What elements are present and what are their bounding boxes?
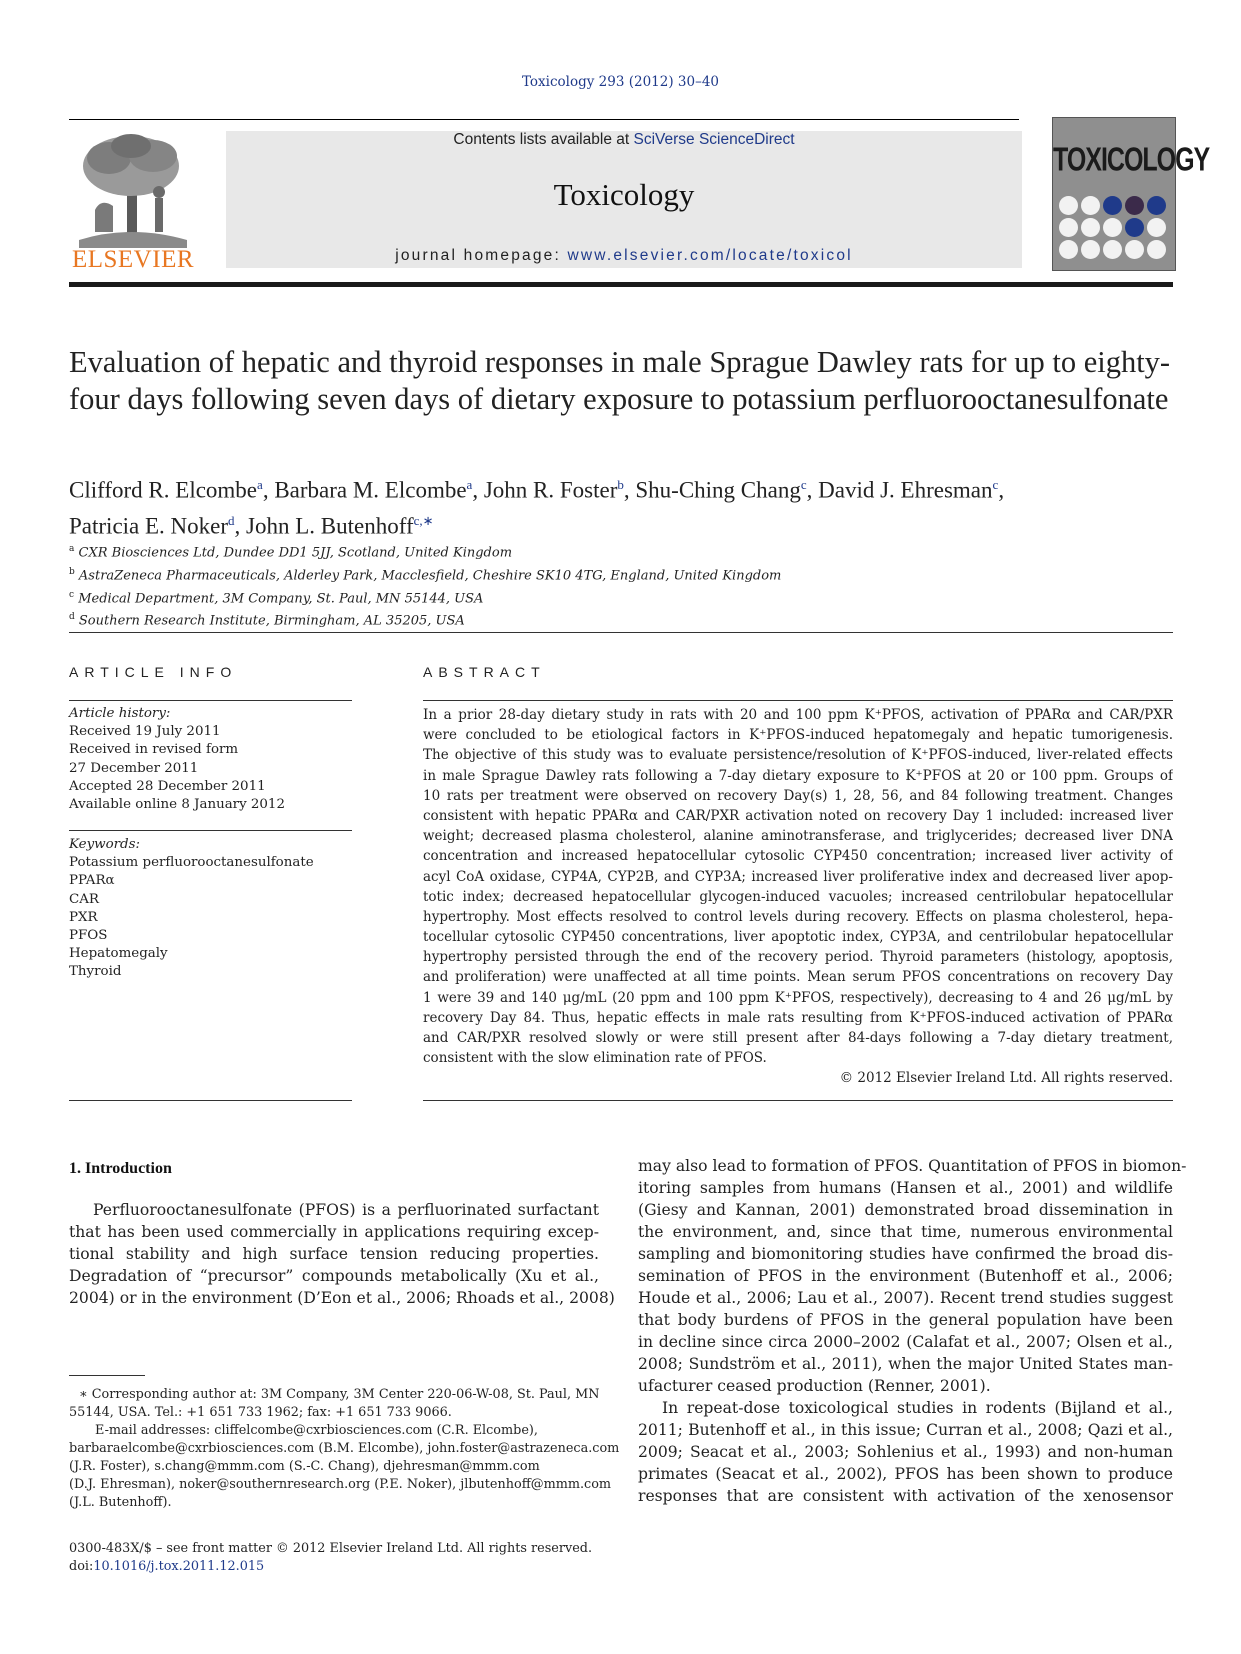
author-affil-marker[interactable]: c,∗ bbox=[413, 512, 434, 528]
sciencedirect-link[interactable]: SciVerse ScienceDirect bbox=[633, 131, 795, 148]
keyword-item: Hepatomegaly bbox=[69, 946, 168, 962]
header-rule bbox=[69, 119, 1019, 120]
keyword-item: PFOS bbox=[69, 928, 108, 944]
history-item: Accepted 28 December 2011 bbox=[69, 778, 266, 794]
footnote-email-line[interactable]: barbaraelcombe@cxrbiosciences.com (B.M. Elcombe), john.foster@astrazeneca.com bbox=[69, 1441, 620, 1456]
author-affil-marker[interactable]: b bbox=[617, 477, 624, 492]
journal-homepage bbox=[226, 247, 1022, 265]
author-name: John L. Butenhoff bbox=[246, 513, 414, 539]
front-matter bbox=[69, 1540, 669, 1576]
abstract-line: consistent with the slow elimination rate of PFOS. bbox=[423, 1050, 767, 1067]
author-name: Clifford R. Elcombe bbox=[69, 477, 258, 503]
footnote-email-line[interactable]: (D.J. Ehresman), noker@southernresearch.org (P.E. Noker), jlbutenhoff@mmm.com bbox=[69, 1477, 612, 1492]
article-info-heading: ARTICLE INFO bbox=[69, 664, 238, 680]
body-line: primates (Seacat et al., 2002), PFOS has been shown to produce bbox=[638, 1465, 1173, 1483]
abstract-line: hypertrophy persisted through the end of the recovery period. Thyroid parameters (histology, apoptosis, bbox=[423, 949, 1173, 966]
footnote-line: (J.L. Butenhoff). bbox=[69, 1495, 172, 1510]
contents-line bbox=[226, 131, 1022, 149]
abstract-line: tocellular cytosolic CYP450 concentrations, liver apoptotic index, CYP3A, and centrilobular hepatocellular bbox=[423, 929, 1173, 946]
body-line: that body burdens of PFOS in the general population have been bbox=[638, 1311, 1173, 1329]
history-item: Received in revised form bbox=[69, 742, 239, 758]
affiliations-rule bbox=[69, 632, 1173, 633]
history-item: 27 December 2011 bbox=[69, 760, 199, 776]
author-name: John R. Foster bbox=[483, 477, 618, 503]
abstract-line: and CAR/PXR resolved slowly or were still present after 84-days following a 7-day dietary treatment, bbox=[423, 1030, 1173, 1046]
abstract-heading: ABSTRACT bbox=[423, 664, 546, 680]
body-line: Houde et al., 2006; Lau et al., 2007). Recent trend studies suggest bbox=[638, 1289, 1173, 1307]
body-line: semination of PFOS in the environment (Butenhoff et al., 2006; bbox=[638, 1267, 1173, 1285]
body-line: itoring samples from humans (Hansen et al., 2001) and wildlife bbox=[638, 1179, 1173, 1197]
history-item: Available online 8 January 2012 bbox=[69, 797, 285, 813]
article-history bbox=[69, 705, 352, 814]
author-name: David J. Ehresman bbox=[818, 477, 993, 503]
author-list: Clifford R. Elcombe$^a$, Barbara M. Elcombe$^a$, John R. Foster$^b$, Shu-Ching Chang$^c$, David J. Ehresman$^c$, Patricia E. Noker$^d$, John L. Butenhoff$^{c,∗}$ bbox=[69, 477, 1005, 539]
author-affil-marker[interactable]: a bbox=[257, 477, 263, 492]
elsevier-logo bbox=[69, 128, 197, 274]
abstract-line: totic index; decreased hepatocellular glycogen-induced vacuoles; increased centrilobular hepatocellular bbox=[423, 888, 1173, 905]
history-item: Received 19 July 2011 bbox=[69, 724, 221, 740]
affiliation-item: $^c$ Medical Department, 3M Company, St. Paul, MN 55144, USA bbox=[69, 589, 484, 606]
history-label: Article history: bbox=[69, 706, 171, 721]
journal-cover[interactable] bbox=[1052, 117, 1210, 271]
elsevier-tree-icon bbox=[69, 128, 197, 248]
abstract-line: 1 were 39 and 140 μg/mL (20 ppm and 100 ppm K⁺PFOS, respectively), decreasing to 4 and 26 μg/mL by bbox=[423, 989, 1173, 1006]
abstract-line: and proliferation) were unaffected at all time points. Mean serum PFOS concentrations on recovery Day bbox=[423, 969, 1173, 986]
body-line: the environment, and, since that time, numerous environmental bbox=[638, 1223, 1173, 1241]
body-line: tional stability and high surface tension reducing properties. bbox=[69, 1245, 599, 1263]
abstract-line: were concluded to be etiological factors in K⁺PFOS-induced hepatomegaly and hepatic tumorigenesis. bbox=[423, 727, 1173, 744]
keyword-item: PXR bbox=[69, 909, 98, 925]
body-line: sampling and biomonitoring studies have confirmed the broad dis- bbox=[638, 1245, 1173, 1263]
doi-link[interactable]: 10.1016/j.tox.2011.12.015 bbox=[93, 1559, 265, 1574]
keyword-item: Thyroid bbox=[69, 964, 122, 980]
abstract-line: hypertrophy. Most effects resolved to control levels during recovery. Effects on plasma cholesterol, hepa- bbox=[423, 908, 1173, 925]
intro-right-column bbox=[638, 1155, 1187, 1507]
author-affil-marker[interactable]: d bbox=[228, 512, 235, 528]
author-affil-marker[interactable]: a bbox=[466, 477, 473, 492]
journal-citation[interactable]: Toxicology 293 (2012) 30–40 bbox=[521, 74, 720, 90]
keywords bbox=[69, 836, 352, 982]
body-line: may also lead to formation of PFOS. Quantitation of PFOS in biomon- bbox=[638, 1157, 1187, 1175]
abstract-line: concentration and increased hepatocellular cytosolic CYP450 concentration; increased liver activity of bbox=[423, 848, 1173, 865]
doi-line bbox=[69, 1558, 669, 1576]
abstract-line: In a prior 28-day dietary study in rats with 20 and 100 ppm K⁺PFOS, activation of PPARα and CAR/PXR bbox=[423, 707, 1173, 723]
article-info-rule bbox=[69, 700, 352, 701]
abstract-line: The objective of this study was to evaluate persistence/resolution of K⁺PFOS-induced, liver-related effects bbox=[423, 747, 1173, 764]
author-name: Shu-Ching Chang bbox=[635, 477, 801, 503]
abstract-line: in male Sprague Dawley rats following a 7-day dietary exposure to K⁺PFOS at 20 or 100 ppm. Groups of bbox=[423, 767, 1173, 784]
journal-name: Toxicology bbox=[553, 177, 695, 212]
body-line: ufacturer ceased production (Renner, 2001). bbox=[638, 1377, 991, 1395]
keyword-item: PPARα bbox=[69, 873, 115, 889]
keyword-item: Potassium perfluorooctanesulfonate bbox=[69, 855, 314, 871]
keywords-rule bbox=[69, 830, 352, 831]
body-line: 2008; Sundström et al., 2011), when the major United States man- bbox=[638, 1355, 1173, 1373]
abstract-line: weight; decreased plasma cholesterol, alanine aminotransferase, and triglycerides; decreased liver DNA bbox=[423, 828, 1173, 845]
body-line: 2011; Butenhoff et al., in this issue; Curran et al., 2008; Qazi et al., bbox=[638, 1421, 1173, 1439]
journal-banner bbox=[226, 131, 1022, 268]
keyword-item: CAR bbox=[69, 891, 99, 907]
keywords-label: Keywords: bbox=[69, 837, 141, 852]
abstract-copyright: © 2012 Elsevier Ireland Ltd. All rights reserved. bbox=[839, 1070, 1173, 1086]
affiliation-item: $^a$ CXR Biosciences Ltd, Dundee DD1 5JJ, Scotland, United Kingdom bbox=[69, 544, 513, 561]
author-affil-marker[interactable]: c bbox=[800, 477, 807, 492]
footnotes bbox=[69, 1386, 620, 1512]
footnote-line: ∗ Corresponding author at: 3M Company, 3M Center 220-06-W-08, St. Paul, MN bbox=[79, 1387, 600, 1402]
author-name: Patricia E. Noker bbox=[69, 513, 229, 539]
footnote-rule bbox=[69, 1375, 145, 1376]
body-line: 2004) or in the environment (D’Eon et al., 2006; Rhoads et al., 2008) bbox=[69, 1289, 615, 1307]
affiliations bbox=[69, 540, 1173, 631]
introduction-heading: 1. Introduction bbox=[69, 1160, 172, 1177]
footnote-email-line[interactable]: E-mail addresses: cliffelcombe@cxrbiosciences.com (C.R. Elcombe), bbox=[95, 1423, 538, 1438]
footnote-line: 55144, USA. Tel.: +1 651 733 1962; fax: +1 651 733 9066. bbox=[69, 1405, 452, 1420]
article-info-bottom-rule bbox=[69, 1100, 352, 1101]
article-title: Evaluation of hepatic and thyroid responses in male Sprague Dawley rats for up to eighty-four days following seven days of dietary exposure to potassium perfluorooctanesulfonate bbox=[69, 345, 1171, 416]
abstract-body bbox=[423, 705, 1173, 1068]
body-line: Degradation of “precursor” compounds metabolically (Xu et al., bbox=[69, 1267, 599, 1285]
author-name: Barbara M. Elcombe bbox=[274, 477, 467, 503]
body-line: responses that are consistent with activation of the xenosensor bbox=[638, 1487, 1173, 1505]
body-line: Perfluorooctanesulfonate (PFOS) is a perfluorinated surfactant bbox=[93, 1201, 599, 1219]
elsevier-wordmark: ELSEVIER bbox=[71, 246, 195, 273]
doi-prefix: doi: bbox=[69, 1559, 94, 1574]
abstract-bottom-rule bbox=[423, 1100, 1173, 1101]
contents-prefix: Contents lists available at bbox=[453, 131, 634, 148]
intro-left-column bbox=[69, 1199, 615, 1309]
abstract-line: acyl CoA oxidase, CYP4A, CYP2B, and CYP3A; increased liver proliferative index and decreased liver apop- bbox=[423, 868, 1173, 885]
author-affil-marker[interactable]: c bbox=[992, 477, 999, 492]
body-line: (Giesy and Kannan, 2001) demonstrated broad dissemination in bbox=[638, 1201, 1173, 1219]
masthead-rule bbox=[69, 282, 1173, 287]
body-line: in decline since circa 2000–2002 (Calafat et al., 2007; Olsen et al., bbox=[638, 1333, 1173, 1351]
footnote-email-line[interactable]: (J.R. Foster), s.chang@mmm.com (S.-C. Chang), djehresman@mmm.com bbox=[69, 1459, 540, 1474]
affiliation-item: $^d$ Southern Research Institute, Birmingham, AL 35205, USA bbox=[69, 612, 465, 629]
abstract-line: recovery Day 84. Thus, hepatic effects in male rats resulting from K⁺PFOS-induced activation of PPARα bbox=[423, 1009, 1173, 1026]
homepage-prefix: journal homepage: bbox=[395, 247, 568, 264]
abstract-line: 10 rats per treatment were observed on recovery Day(s) 1, 28, 56, and 84 following treatment. Changes bbox=[423, 787, 1173, 804]
cover-title: TOXICOLOGY bbox=[1053, 140, 1210, 179]
abstract-rule bbox=[423, 700, 1173, 701]
issn-line: 0300-483X/$ – see front matter © 2012 Elsevier Ireland Ltd. All rights reserved. bbox=[69, 1541, 593, 1556]
homepage-link[interactable]: www.elsevier.com/locate/toxicol bbox=[567, 247, 853, 264]
affiliation-item: $^b$ AstraZeneca Pharmaceuticals, Alderley Park, Macclesfield, Cheshire SK10 4TG, England, United Kingdom bbox=[69, 566, 782, 584]
body-line: that has been used commercially in applications requiring excep- bbox=[69, 1223, 599, 1241]
abstract-line: consistent with hepatic PPARα and CAR/PXR activation noted on recovery Day 1 included: increased liver bbox=[423, 807, 1173, 824]
body-line: 2009; Seacat et al., 2003; Sohlenius et al., 1993) and non-human bbox=[638, 1443, 1173, 1461]
body-line: In repeat-dose toxicological studies in rodents (Bijland et al., bbox=[662, 1399, 1173, 1417]
